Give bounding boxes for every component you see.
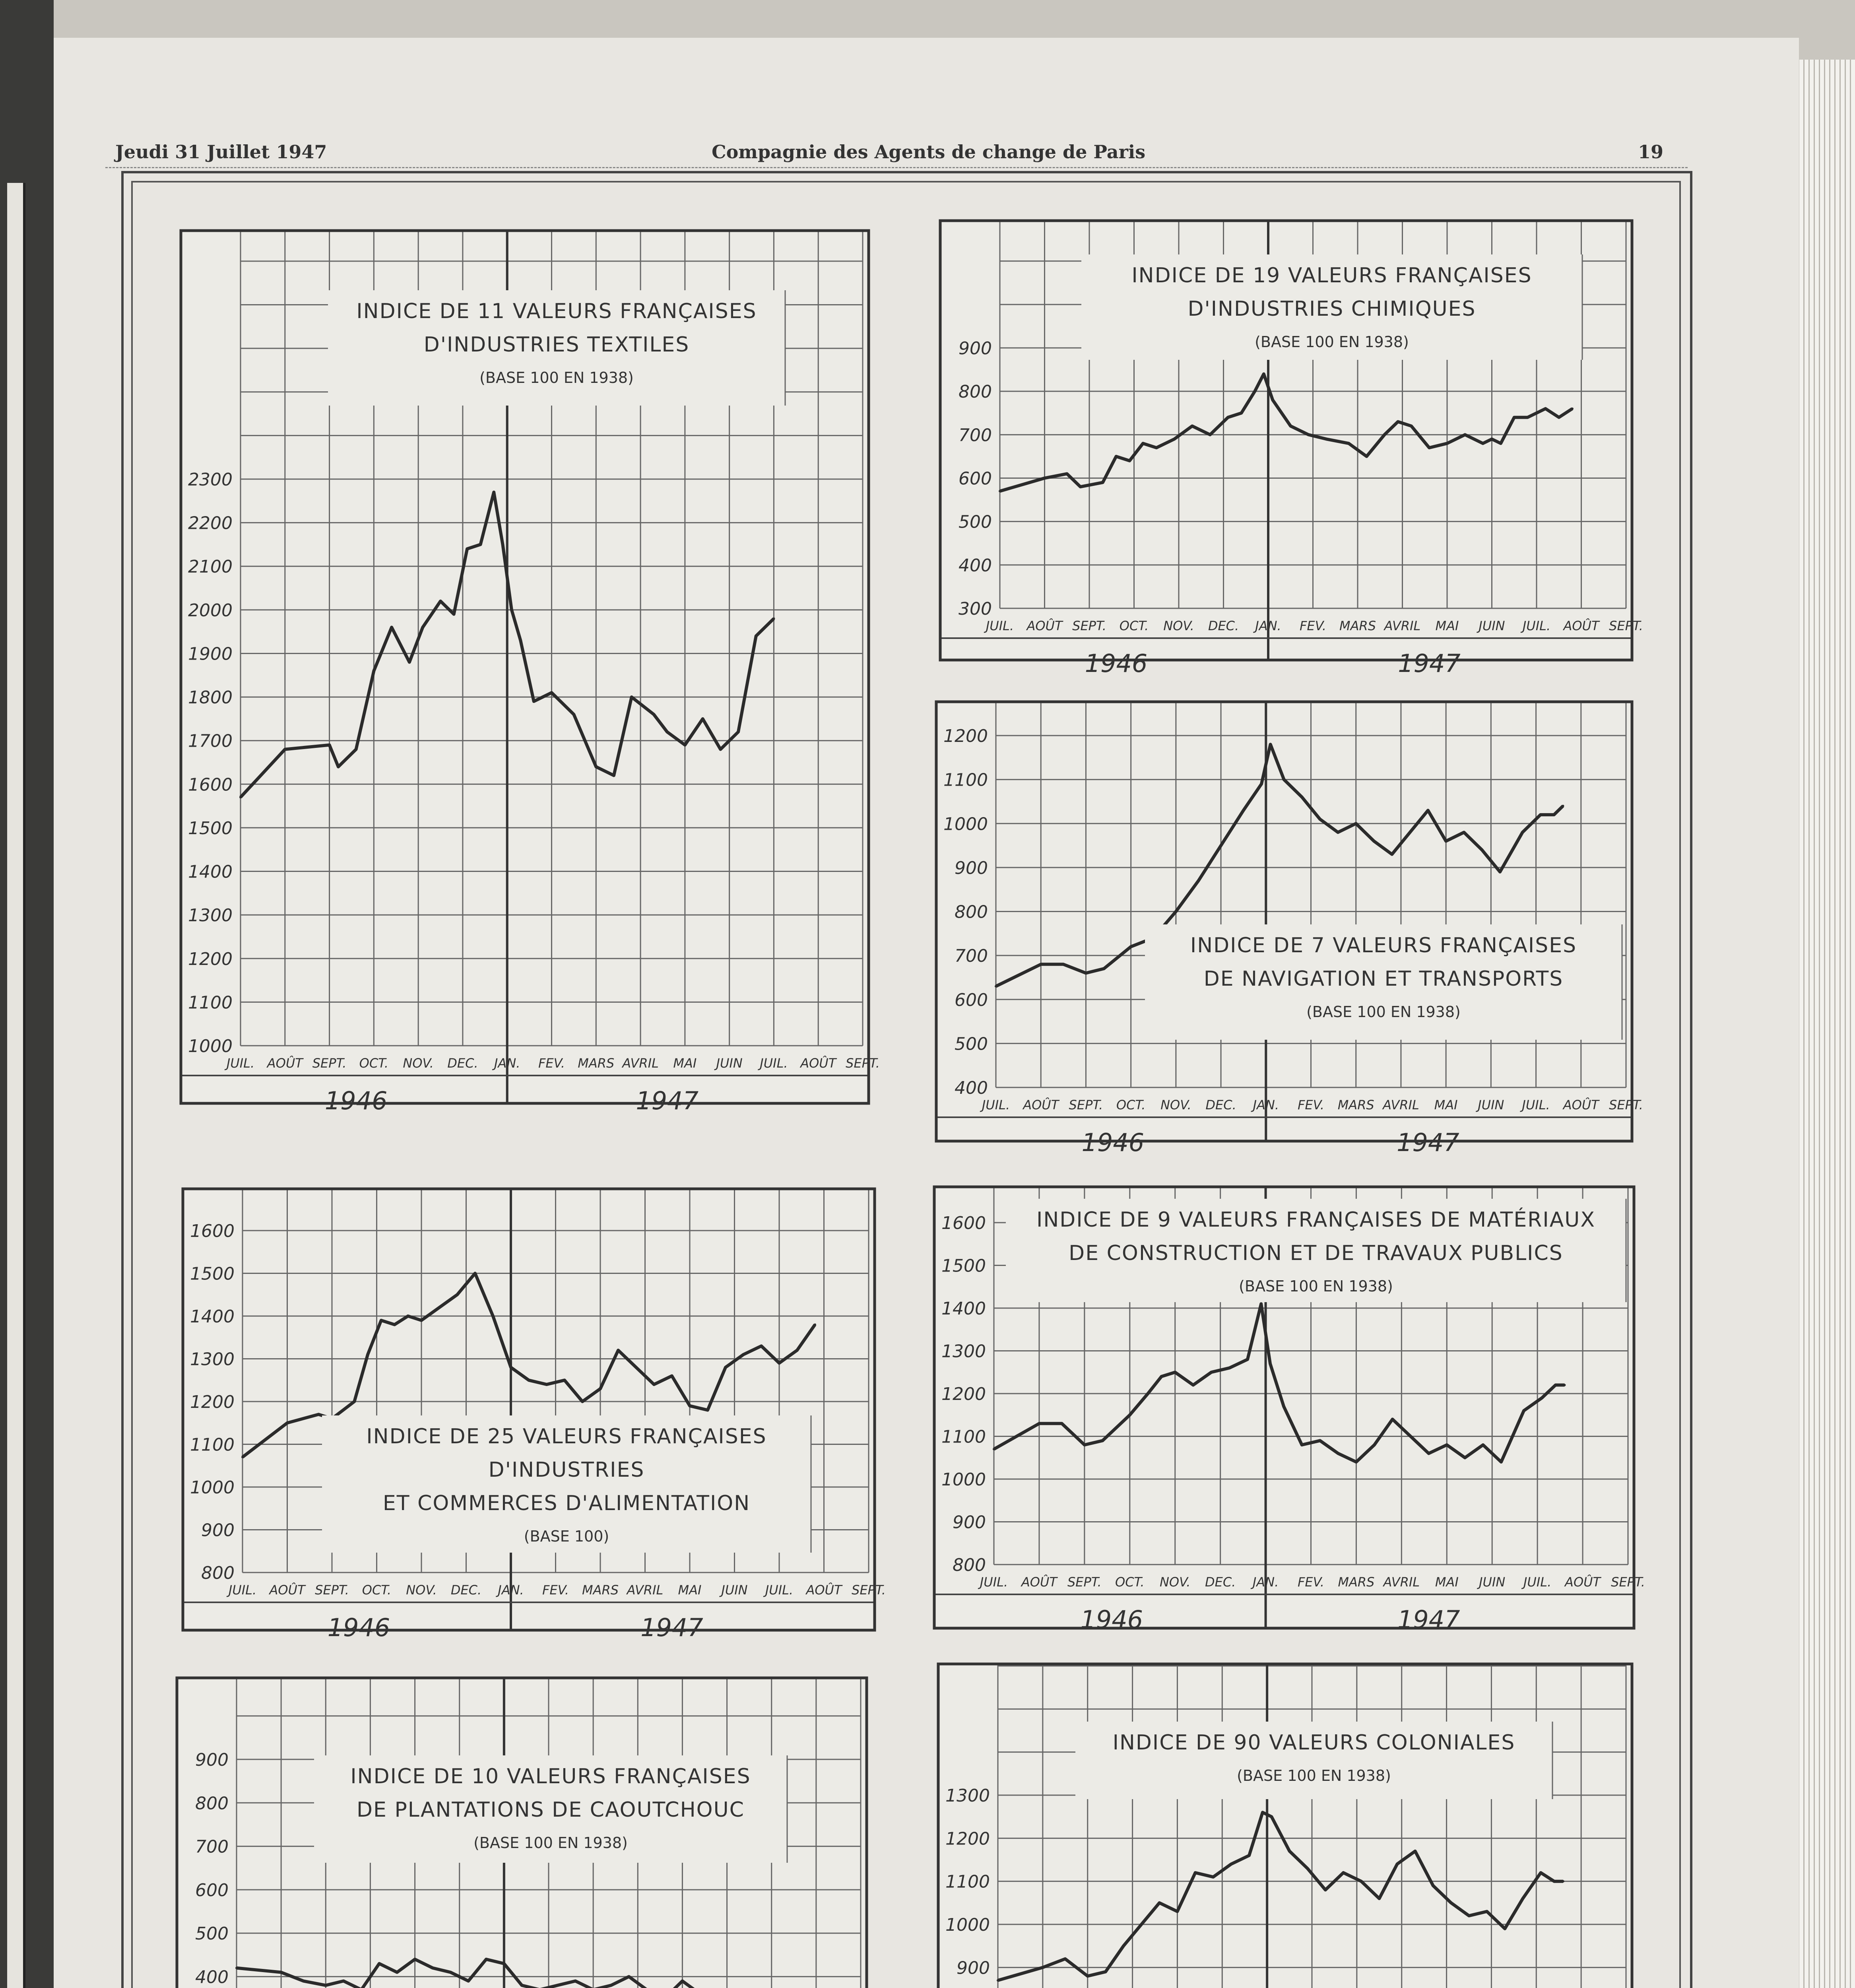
y-tick-label: 900 bbox=[957, 1958, 990, 1978]
y-tick-label: 600 bbox=[955, 990, 988, 1010]
y-tick-label: 400 bbox=[955, 1078, 988, 1098]
x-tick-label: NOV. bbox=[1160, 1097, 1191, 1112]
y-tick-label: 1300 bbox=[190, 1349, 235, 1370]
data-point bbox=[1342, 1872, 1345, 1874]
y-tick-label: 400 bbox=[195, 1967, 229, 1988]
x-tick-label: DEC. bbox=[1208, 618, 1239, 633]
x-tick-label: OCT. bbox=[1116, 1097, 1146, 1112]
y-tick-label: 1200 bbox=[943, 726, 988, 746]
y-tick-label: 300 bbox=[959, 599, 992, 619]
y-tick-label: 1800 bbox=[188, 687, 233, 708]
x-tick-label: AOÛT bbox=[1021, 1574, 1057, 1590]
y-tick-label: 1200 bbox=[190, 1392, 235, 1412]
x-tick-label: AOÛT bbox=[269, 1582, 305, 1598]
year-label-1947: 1947 bbox=[640, 1613, 703, 1642]
x-tick-label: JUIL. bbox=[760, 1056, 788, 1071]
data-point bbox=[1158, 1902, 1160, 1904]
chart-subtitle: (BASE 100 EN 1938) bbox=[1306, 1003, 1461, 1021]
y-tick-label: 1200 bbox=[188, 949, 233, 969]
y-tick-label: 500 bbox=[959, 512, 992, 532]
x-tick-label: JAN. bbox=[494, 1056, 520, 1071]
data-point bbox=[1140, 1923, 1143, 1926]
year-label-1946: 1946 bbox=[324, 1086, 388, 1115]
data-point bbox=[1450, 1902, 1452, 1904]
x-tick-label: AOÛT bbox=[806, 1582, 842, 1598]
y-tick-label: 800 bbox=[195, 1793, 229, 1814]
y-tick-label: 1600 bbox=[190, 1221, 235, 1241]
x-tick-label: MARS bbox=[1338, 1574, 1375, 1590]
x-tick-label: SEPT. bbox=[312, 1056, 347, 1071]
data-point bbox=[1248, 1854, 1250, 1857]
data-point bbox=[1360, 1880, 1362, 1883]
x-tick-label: AOÛT bbox=[1563, 1097, 1599, 1112]
x-tick-label: AVRIL bbox=[1383, 1097, 1419, 1112]
y-tick-label: 800 bbox=[955, 902, 988, 922]
chart-subtitle: (BASE 100) bbox=[524, 1528, 609, 1545]
x-tick-label: FEV. bbox=[1297, 1097, 1325, 1112]
y-tick-label: 800 bbox=[959, 382, 992, 402]
y-tick-label: 2300 bbox=[188, 470, 233, 490]
x-tick-label: MARS bbox=[582, 1582, 619, 1598]
x-tick-label: DEC. bbox=[450, 1582, 482, 1598]
x-tick-label: SEPT. bbox=[1072, 618, 1106, 633]
x-tick-label: MARS bbox=[1337, 1097, 1374, 1112]
data-point bbox=[1042, 1966, 1044, 1969]
x-tick-label: AVRIL bbox=[622, 1056, 659, 1071]
y-tick-label: 1300 bbox=[945, 1786, 990, 1806]
y-tick-label: 500 bbox=[195, 1924, 229, 1944]
data-point bbox=[1306, 1867, 1309, 1870]
data-point bbox=[1064, 1958, 1066, 1960]
x-tick-label: NOV. bbox=[1159, 1574, 1191, 1590]
x-tick-label: JUIL. bbox=[1522, 618, 1551, 633]
x-tick-label: SEPT. bbox=[1067, 1574, 1102, 1590]
x-tick-label: DEC. bbox=[447, 1056, 478, 1071]
x-tick-label: JUIN bbox=[1479, 1574, 1506, 1590]
y-tick-label: 1300 bbox=[941, 1341, 986, 1362]
x-tick-label: AOÛT bbox=[1563, 618, 1599, 633]
x-tick-label: SEPT. bbox=[1069, 1097, 1103, 1112]
data-point bbox=[1288, 1850, 1291, 1852]
x-tick-label: AVRIL bbox=[1384, 618, 1421, 633]
chart-subtitle: (BASE 100 EN 1938) bbox=[479, 369, 634, 386]
y-tick-label: 1400 bbox=[941, 1299, 986, 1319]
x-tick-label: FEV. bbox=[538, 1056, 565, 1071]
y-tick-label: 1000 bbox=[188, 1036, 233, 1056]
x-tick-label: FEV. bbox=[542, 1582, 569, 1598]
x-tick-label: AOÛT bbox=[267, 1056, 303, 1071]
x-tick-label: JUIL. bbox=[980, 1574, 1008, 1590]
y-tick-label: 1000 bbox=[945, 1915, 990, 1935]
y-tick-label: 1100 bbox=[941, 1427, 986, 1447]
data-point bbox=[1261, 1811, 1264, 1813]
x-tick-label: OCT. bbox=[1119, 618, 1149, 633]
data-point bbox=[1396, 1863, 1398, 1865]
x-tick-label: AVRIL bbox=[627, 1582, 664, 1598]
x-tick-label: AOÛT bbox=[800, 1056, 836, 1071]
y-tick-label: 1200 bbox=[945, 1829, 990, 1849]
x-tick-label: OCT. bbox=[362, 1582, 392, 1598]
x-tick-label: FEV. bbox=[1297, 1574, 1325, 1590]
y-tick-label: 1000 bbox=[941, 1470, 986, 1490]
x-tick-label: JUIN bbox=[721, 1582, 748, 1598]
y-tick-label: 700 bbox=[195, 1837, 229, 1857]
year-label-1946: 1946 bbox=[1085, 649, 1148, 678]
data-point bbox=[1504, 1928, 1506, 1930]
data-point bbox=[1212, 1876, 1215, 1878]
y-tick-label: 1300 bbox=[188, 905, 233, 926]
x-tick-label: AOÛT bbox=[1026, 618, 1063, 633]
x-tick-label: DEC. bbox=[1205, 1574, 1236, 1590]
data-point bbox=[1553, 1880, 1555, 1883]
chart-title-line: DE NAVIGATION ET TRANSPORTS bbox=[1203, 967, 1564, 991]
x-tick-label: JUIL. bbox=[982, 1097, 1010, 1112]
y-tick-label: 600 bbox=[959, 468, 992, 489]
data-point bbox=[1122, 1945, 1125, 1947]
chart-title-line: INDICE DE 11 VALEURS FRANÇAISES bbox=[356, 299, 757, 323]
chart-title-line: INDICE DE 9 VALEURS FRANÇAISES DE MATÉRIAUX bbox=[1036, 1208, 1595, 1232]
x-tick-label: NOV. bbox=[403, 1056, 434, 1071]
data-point bbox=[1540, 1872, 1542, 1874]
x-tick-label: AOÛT bbox=[1023, 1097, 1059, 1112]
x-tick-label: SEPT. bbox=[1609, 618, 1643, 633]
data-point bbox=[1104, 1971, 1107, 1973]
data-point bbox=[1176, 1910, 1178, 1913]
x-tick-label: SEPT. bbox=[846, 1056, 880, 1071]
page-number: 19 bbox=[1638, 141, 1664, 163]
x-tick-label: DEC. bbox=[1205, 1097, 1236, 1112]
y-tick-label: 2100 bbox=[188, 557, 233, 577]
x-tick-label: OCT. bbox=[359, 1056, 389, 1071]
data-point bbox=[1194, 1872, 1197, 1874]
data-point bbox=[1521, 1897, 1524, 1900]
y-tick-label: 1100 bbox=[943, 770, 988, 790]
y-tick-label: 500 bbox=[955, 1034, 988, 1054]
chart-subtitle: (BASE 100 EN 1938) bbox=[473, 1834, 628, 1852]
data-point bbox=[1414, 1850, 1416, 1852]
y-tick-label: 700 bbox=[959, 425, 992, 446]
x-tick-label: JUIL. bbox=[1522, 1097, 1550, 1112]
x-tick-label: JAN. bbox=[1255, 618, 1281, 633]
year-label-1947: 1947 bbox=[1398, 649, 1461, 678]
x-tick-label: AVRIL bbox=[1383, 1574, 1420, 1590]
chart-title-line: INDICE DE 90 VALEURS COLONIALES bbox=[1112, 1731, 1515, 1755]
x-tick-label: JUIL. bbox=[765, 1582, 794, 1598]
chart-title-line: D'INDUSTRIES CHIMIQUES bbox=[1188, 297, 1476, 321]
chart-subtitle: (BASE 100 EN 1938) bbox=[1255, 333, 1409, 351]
x-tick-label: JAN. bbox=[1252, 1574, 1279, 1590]
data-point bbox=[1562, 1880, 1564, 1883]
data-point bbox=[1270, 1815, 1273, 1818]
x-tick-label: SEPT. bbox=[852, 1582, 886, 1598]
chart-title-line: DE PLANTATIONS DE CAOUTCHOUC bbox=[357, 1798, 745, 1822]
y-tick-label: 1100 bbox=[945, 1872, 990, 1892]
y-tick-label: 1900 bbox=[188, 644, 233, 664]
chart-subtitle: (BASE 100 EN 1938) bbox=[1237, 1767, 1391, 1784]
data-point bbox=[997, 1979, 999, 1982]
y-tick-label: 1400 bbox=[190, 1307, 235, 1327]
x-tick-label: FEV. bbox=[1299, 618, 1327, 633]
x-tick-label: SEPT. bbox=[1609, 1097, 1643, 1112]
y-tick-label: 800 bbox=[953, 1555, 986, 1575]
y-tick-label: 1500 bbox=[190, 1264, 235, 1284]
chart-title-line: INDICE DE 7 VALEURS FRANÇAISES bbox=[1190, 934, 1577, 957]
y-tick-label: 900 bbox=[953, 1512, 986, 1533]
x-tick-label: NOV. bbox=[1163, 618, 1194, 633]
y-tick-label: 600 bbox=[195, 1880, 229, 1901]
data-point bbox=[1486, 1910, 1488, 1913]
x-tick-label: NOV. bbox=[406, 1582, 437, 1598]
y-tick-label: 1500 bbox=[188, 818, 233, 839]
x-tick-label: AOÛT bbox=[1565, 1574, 1601, 1590]
y-tick-label: 1000 bbox=[943, 814, 988, 835]
chart-subtitle: (BASE 100 EN 1938) bbox=[1239, 1277, 1393, 1295]
y-tick-label: 1000 bbox=[190, 1477, 235, 1498]
y-tick-label: 1200 bbox=[941, 1384, 986, 1404]
y-tick-label: 900 bbox=[195, 1750, 229, 1770]
y-tick-label: 400 bbox=[959, 555, 992, 576]
x-tick-label: JAN. bbox=[1253, 1097, 1279, 1112]
y-tick-label: 2000 bbox=[188, 600, 233, 621]
header-title: Compagnie des Agents de change de Paris bbox=[712, 141, 1146, 163]
x-tick-label: JUIN bbox=[1479, 618, 1505, 633]
chart-title-line: INDICE DE 19 VALEURS FRANÇAISES bbox=[1131, 264, 1532, 287]
x-tick-label: MAI bbox=[1435, 1574, 1459, 1590]
y-tick-label: 1700 bbox=[188, 731, 233, 751]
header-date: Jeudi 31 Juillet 1947 bbox=[115, 141, 327, 163]
year-label-1946: 1946 bbox=[1080, 1605, 1143, 1634]
x-tick-label: MAI bbox=[1435, 618, 1459, 633]
year-label-1947: 1947 bbox=[636, 1086, 699, 1115]
y-tick-label: 900 bbox=[201, 1520, 235, 1541]
x-tick-label: MARS bbox=[1339, 618, 1376, 633]
x-tick-label: MAI bbox=[673, 1056, 697, 1071]
y-tick-label: 700 bbox=[955, 946, 988, 967]
y-tick-label: 1400 bbox=[188, 862, 233, 882]
chart-title-line: INDICE DE 25 VALEURS FRANÇAISES bbox=[366, 1425, 767, 1448]
y-tick-label: 1100 bbox=[188, 992, 233, 1013]
year-label-1946: 1946 bbox=[1081, 1128, 1145, 1157]
chart-title-line: INDICE DE 10 VALEURS FRANÇAISES bbox=[350, 1765, 751, 1788]
chart-title-line: DE CONSTRUCTION ET DE TRAVAUX PUBLICS bbox=[1069, 1241, 1563, 1265]
x-tick-label: JUIN bbox=[716, 1056, 743, 1071]
data-point bbox=[1432, 1885, 1434, 1887]
chart-title-line: ET COMMERCES D'ALIMENTATION bbox=[382, 1491, 751, 1515]
data-point bbox=[1378, 1897, 1380, 1900]
x-tick-label: JUIL. bbox=[228, 1582, 257, 1598]
y-tick-label: 1500 bbox=[941, 1256, 986, 1276]
year-label-1947: 1947 bbox=[1397, 1605, 1460, 1634]
chart-title-line: D'INDUSTRIES bbox=[488, 1458, 645, 1482]
x-tick-label: OCT. bbox=[1115, 1574, 1145, 1590]
year-label-1946: 1946 bbox=[327, 1613, 390, 1642]
data-point bbox=[1230, 1863, 1232, 1865]
chart-title-line: D'INDUSTRIES TEXTILES bbox=[423, 333, 690, 357]
x-tick-label: MAI bbox=[1434, 1097, 1458, 1112]
year-label-1947: 1947 bbox=[1396, 1128, 1459, 1157]
y-tick-label: 2200 bbox=[188, 513, 233, 534]
y-tick-label: 1600 bbox=[188, 775, 233, 795]
data-point bbox=[1087, 1975, 1089, 1977]
y-tick-label: 800 bbox=[201, 1563, 235, 1583]
data-point bbox=[1468, 1914, 1470, 1917]
x-tick-label: JUIN bbox=[1478, 1097, 1504, 1112]
x-tick-label: JUIL. bbox=[1523, 1574, 1552, 1590]
data-point bbox=[1324, 1889, 1327, 1891]
y-tick-label: 1600 bbox=[941, 1213, 986, 1233]
x-tick-label: SEPT. bbox=[1611, 1574, 1645, 1590]
x-tick-label: MAI bbox=[678, 1582, 702, 1598]
y-tick-label: 900 bbox=[959, 338, 992, 359]
x-tick-label: JAN. bbox=[498, 1582, 524, 1598]
x-tick-label: JUIL. bbox=[226, 1056, 255, 1071]
y-tick-label: 900 bbox=[955, 858, 988, 878]
x-tick-label: JUIL. bbox=[986, 618, 1014, 633]
x-tick-label: SEPT. bbox=[315, 1582, 349, 1598]
x-tick-label: MARS bbox=[578, 1056, 615, 1071]
y-tick-label: 1100 bbox=[190, 1435, 235, 1455]
